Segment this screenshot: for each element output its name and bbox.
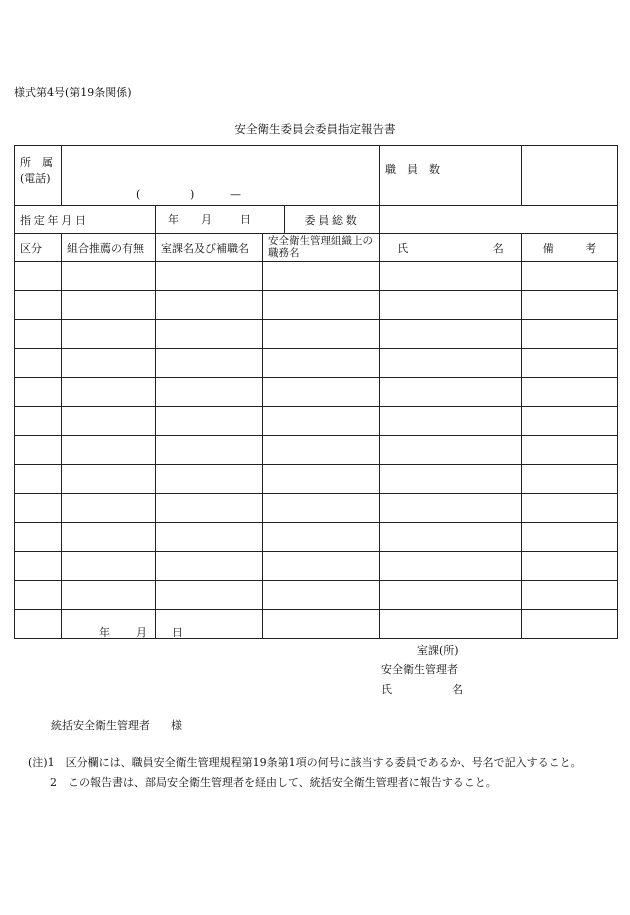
union-cell[interactable]	[62, 262, 156, 291]
union-cell[interactable]	[62, 378, 156, 407]
name-cell[interactable]	[380, 465, 522, 494]
remarks-cell[interactable]	[522, 581, 618, 610]
safety-manager-label: 安全衛生管理者	[381, 663, 458, 676]
table-row	[15, 378, 618, 407]
remarks-cell[interactable]	[522, 291, 618, 320]
name-cell[interactable]	[380, 552, 522, 581]
safety-role-cell[interactable]	[263, 523, 380, 552]
signer-name-label: 氏 名	[381, 683, 463, 696]
category-cell[interactable]	[15, 407, 62, 436]
designation-row	[15, 206, 618, 234]
table-row	[15, 320, 618, 349]
remarks-cell[interactable]	[522, 610, 618, 639]
affiliation-row	[15, 146, 618, 206]
dept-title-cell[interactable]	[156, 436, 263, 465]
col-dept-and-title: 室課名及び補職名	[156, 234, 263, 262]
safety-role-cell[interactable]	[263, 320, 380, 349]
affiliation-label: 所 属(電話)	[15, 146, 62, 206]
table-row	[15, 494, 618, 523]
safety-role-cell[interactable]	[263, 494, 380, 523]
category-cell[interactable]	[15, 436, 62, 465]
remarks-cell[interactable]	[522, 320, 618, 349]
table-row	[15, 523, 618, 552]
union-cell[interactable]	[62, 320, 156, 349]
committee-total-label: 委員総数	[285, 206, 380, 234]
union-cell[interactable]	[62, 291, 156, 320]
safety-role-cell[interactable]	[263, 291, 380, 320]
dept-title-cell[interactable]	[156, 262, 263, 291]
union-cell[interactable]	[62, 523, 156, 552]
dept-title-cell[interactable]	[156, 465, 263, 494]
col-category: 区分	[15, 234, 62, 262]
col-name: 氏 名	[380, 234, 522, 262]
safety-role-cell[interactable]	[263, 610, 380, 639]
category-cell[interactable]	[15, 465, 62, 494]
column-header-row	[15, 234, 618, 262]
dept-title-cell[interactable]	[156, 581, 263, 610]
designation-date-label: 指定年月日	[15, 206, 156, 234]
name-cell[interactable]	[380, 523, 522, 552]
safety-role-cell[interactable]	[263, 262, 380, 291]
safety-role-cell[interactable]	[263, 465, 380, 494]
remarks-cell[interactable]	[522, 465, 618, 494]
dept-title-cell[interactable]	[156, 494, 263, 523]
dept-title-cell[interactable]	[156, 407, 263, 436]
date-day: 日	[240, 213, 251, 226]
dept-title-cell[interactable]	[156, 349, 263, 378]
safety-role-cell[interactable]	[263, 552, 380, 581]
remarks-cell[interactable]	[522, 494, 618, 523]
remarks-cell[interactable]	[522, 436, 618, 465]
name-cell[interactable]	[380, 378, 522, 407]
table-row	[15, 407, 618, 436]
remarks-cell[interactable]	[522, 378, 618, 407]
category-cell[interactable]	[15, 378, 62, 407]
table-row	[15, 581, 618, 610]
safety-role-cell[interactable]	[263, 581, 380, 610]
name-cell[interactable]	[380, 581, 522, 610]
safety-role-cell[interactable]	[263, 349, 380, 378]
table-row	[15, 291, 618, 320]
category-cell[interactable]	[15, 610, 62, 639]
category-cell[interactable]	[15, 349, 62, 378]
name-cell[interactable]	[380, 291, 522, 320]
col-union-recommendation: 組合推薦の有無	[62, 234, 156, 262]
name-cell[interactable]	[380, 320, 522, 349]
report-table	[14, 145, 618, 639]
form-number-label: 様式第4号(第19条関係)	[14, 86, 132, 99]
remarks-cell[interactable]	[522, 407, 618, 436]
table-row	[15, 436, 618, 465]
dept-title-cell[interactable]	[156, 320, 263, 349]
department-label: 室課(所)	[417, 644, 459, 657]
staff-count-label: 職 員 数	[380, 146, 522, 206]
note-2: 2 この報告書は、部局安全衛生管理者を経由して、統括安全衛生管理者に報告すること。	[50, 776, 497, 789]
union-cell[interactable]	[62, 407, 156, 436]
col-remarks: 備 考	[522, 234, 618, 262]
name-cell[interactable]	[380, 494, 522, 523]
dept-title-cell[interactable]	[156, 378, 263, 407]
safety-role-cell[interactable]	[263, 407, 380, 436]
col-safety-role: 安全衛生管理組織上の職務名	[263, 234, 380, 262]
report-date: 年 月 日	[99, 626, 183, 639]
date-month: 月	[201, 213, 212, 226]
safety-role-cell[interactable]	[263, 436, 380, 465]
remarks-cell[interactable]	[522, 552, 618, 581]
phone-dash: —	[230, 188, 241, 201]
dept-title-cell[interactable]	[156, 291, 263, 320]
addressee: 統括安全衛生管理者 様	[51, 719, 182, 732]
category-cell[interactable]	[15, 494, 62, 523]
union-cell[interactable]	[62, 349, 156, 378]
category-cell[interactable]	[15, 291, 62, 320]
committee-total-field[interactable]	[380, 206, 618, 234]
union-cell[interactable]	[62, 494, 156, 523]
category-cell[interactable]	[15, 552, 62, 581]
table-row	[15, 552, 618, 581]
remarks-cell[interactable]	[522, 523, 618, 552]
remarks-cell[interactable]	[522, 349, 618, 378]
designation-date-field[interactable]	[156, 206, 285, 234]
category-cell[interactable]	[15, 523, 62, 552]
name-cell[interactable]	[380, 262, 522, 291]
dept-title-cell[interactable]	[156, 552, 263, 581]
dept-title-cell[interactable]	[156, 523, 263, 552]
note-1: (注)1 区分欄には、職員安全衛生管理規程第19条第1項の何号に該当する委員であるか、号名で記入すること。	[28, 756, 582, 769]
phone-open-paren: (	[136, 188, 141, 201]
document-title: 安全衛生委員会委員指定報告書	[234, 122, 396, 136]
name-cell[interactable]	[380, 407, 522, 436]
safety-role-cell[interactable]	[263, 378, 380, 407]
category-cell[interactable]	[15, 320, 62, 349]
table-row	[15, 349, 618, 378]
remarks-cell[interactable]	[522, 262, 618, 291]
union-cell[interactable]	[62, 581, 156, 610]
name-cell[interactable]	[380, 610, 522, 639]
table-row	[15, 465, 618, 494]
staff-count-field[interactable]	[522, 146, 618, 206]
name-cell[interactable]	[380, 436, 522, 465]
union-cell[interactable]	[62, 552, 156, 581]
phone-close-paren: )	[190, 188, 195, 201]
category-cell[interactable]	[15, 581, 62, 610]
affiliation-phone-field[interactable]	[62, 146, 380, 206]
union-cell[interactable]	[62, 465, 156, 494]
date-year: 年	[168, 213, 179, 226]
table-row	[15, 262, 618, 291]
union-cell[interactable]	[62, 436, 156, 465]
name-cell[interactable]	[380, 349, 522, 378]
category-cell[interactable]	[15, 262, 62, 291]
